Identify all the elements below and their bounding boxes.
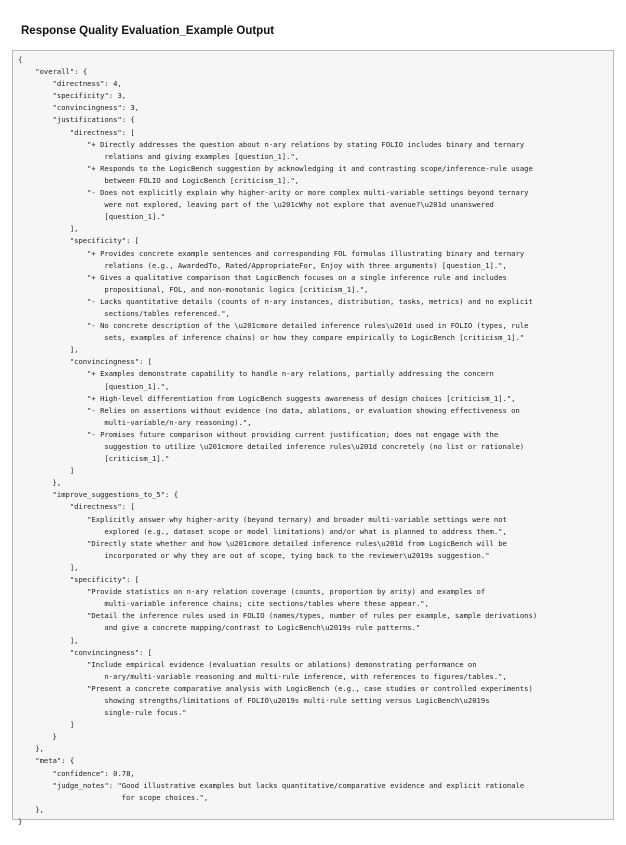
code-lines [18, 54, 613, 828]
code-line: "judge_notes": "Good illustrative examples but lacks quantitative/comparative evidence and explicit rationale [52, 780, 525, 790]
code-line: "Directly state whether and how \u201cmore detailed inference rules\u201d from LogicBench will be [87, 538, 507, 548]
code-line: "+ Directly addresses the question about n-ary relations by stating FOLIO includes binary and ternary [87, 139, 525, 149]
code-line: [criticism_1]." [104, 454, 170, 464]
code-line: "improve_suggestions_to_5": { [52, 490, 179, 500]
code-line: "Explicitly answer why higher-arity (beyond ternary) and broader multi-variable settings were not [87, 514, 507, 524]
code-line: "convincingness": [ [69, 357, 153, 367]
code-line: were not explored, leaving part of the \u201cWhy not explore that avenue?\u201d unanswered [104, 200, 494, 210]
code-line: ], [69, 562, 79, 572]
code-line: "convincingness": 3, [52, 103, 140, 113]
code-line: } [52, 732, 57, 742]
code-line: "directness": [ [69, 127, 135, 137]
code-line: "- Promises future comparison without providing current justification; does not engage with the [87, 429, 499, 439]
code-line: for scope choices.", [121, 792, 209, 802]
code-line: } [18, 816, 23, 826]
code-line: "specificity": [ [69, 236, 140, 246]
code-line: propositional, FOL, and non-monotonic logics [criticism_1].", [104, 284, 369, 294]
code-line: "meta": { [35, 756, 75, 766]
code-line: "Present a concrete comparative analysis with LogicBench (e.g., case studies or controlled experiments) [87, 683, 533, 693]
code-line: suggestion to utilize \u201cmore detailed inference rules\u201d concretely (no list or rationale) [104, 442, 525, 451]
code-line: sections/tables referenced.", [104, 308, 230, 318]
code-line: "justifications": { [52, 115, 135, 125]
code-line: ], [69, 635, 79, 645]
code-line: "Include empirical evidence (evaluation results or ablations) demonstrating performance on [87, 659, 477, 669]
code-line: "- Lacks quantitative details (counts of n-ary instances, distribution, tasks, metrics) and no explicit [87, 296, 533, 306]
code-line: "confidence": 0.78, [52, 768, 135, 778]
code-line: "+ Provides concrete example sentences and corresponding FOL formulas illustrating binary and ternary [87, 248, 525, 258]
code-line: "specificity": [ [69, 575, 140, 585]
code-line: "+ Examples demonstrate capability to handle n-ary relations, partially addressing the concern [87, 369, 494, 379]
code-line: { [18, 55, 23, 64]
code-line: "directness": 4, [52, 79, 122, 89]
page-title: Response Quality Evaluation_Example Output [21, 25, 275, 37]
code-line: single-rule focus." [104, 708, 187, 718]
code-line: relations and giving examples [question_1].", [104, 151, 300, 161]
code-line: "overall": { [35, 67, 88, 77]
code-line: multi-variable/n-ary reasoning).", [104, 417, 252, 427]
code-line: "- Relies on assertions without evidence (no data, ablations, or evaluation showing effectiveness on [87, 405, 520, 415]
code-line: "Provide statistics on n-ary relation coverage (counts, proportion by arity) and examples of [87, 587, 486, 597]
code-line: }, [35, 744, 44, 754]
code-line: "+ High-level differentiation from LogicBench suggests awareness of design choices [criticism_1].", [87, 393, 516, 403]
code-line: n-ary/multi-variable reasoning and multi-rule inference, with references to figures/tables.", [104, 671, 507, 681]
code-line: ], [69, 345, 79, 355]
code-line: relations (e.g., AwardedTo, Rated/AppropriateFor, Enjoy with three arguments) [question_1].", [104, 260, 507, 270]
code-line: and give a concrete mapping/contrast to LogicBench\u2019s rule patterns." [104, 623, 421, 633]
code-line: "- Does not explicitly explain why higher-arity or more complex multi-variable settings beyond ternary [87, 188, 529, 198]
code-line: between FOLIO and LogicBench [criticism_1].", [104, 175, 300, 185]
code-line: ] [69, 466, 75, 476]
code-line: [question_1].", [104, 381, 170, 391]
code-line: }, [52, 478, 62, 488]
code-line: [question_1]." [104, 212, 165, 222]
code-line: "specificity": 3, [52, 91, 127, 101]
code-line: ], [69, 224, 79, 234]
code-line: multi-variable inference chains; cite sections/tables where these appear.", [104, 599, 429, 609]
code-line: "+ Responds to the LogicBench suggestion by acknowledging it and contrasting scope/inference-rule usage [87, 163, 533, 173]
code-line: incorporated or why they are out of scope, tying back to the reviewer\u2019s suggestion." [104, 550, 490, 560]
code-line: "- No concrete description of the \u201cmore detailed inference rules\u201d used in FOLIO (types, rule [87, 321, 529, 331]
code-line: ] [69, 720, 75, 730]
code-line: "directness": [ [69, 502, 135, 512]
code-line: showing strengths/limitations of FOLIO\u2019s multi-rule setting versus LogicBench\u2019s [104, 695, 490, 705]
json-output-code-block [12, 50, 614, 826]
code-line: sets, examples of inference chains) or how they compare empirically to LogicBench [criticism_1]." [104, 333, 525, 343]
code-line: "Detail the inference rules used in FOLIO (names/types, number of rules per example, sample derivations) [87, 611, 538, 621]
code-line: explored (e.g., dataset scope or model limitations) and/or what is planned to address them.", [104, 526, 507, 536]
code-line: "convincingness": [ [69, 647, 153, 657]
code-line: }, [35, 804, 44, 814]
code-line: "+ Gives a qualitative comparison that LogicBench focuses on a single inference rule and includes [87, 272, 507, 282]
